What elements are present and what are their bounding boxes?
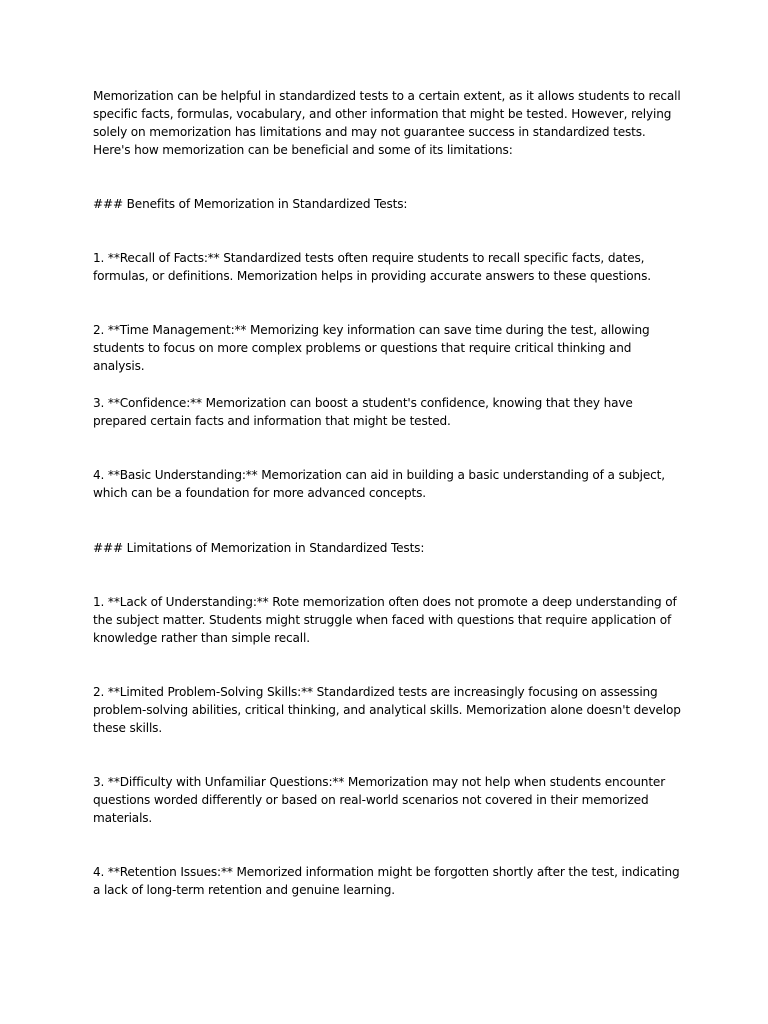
benefit-item-basic-understanding: 4. **Basic Understanding:** Memorization can aid in building a basic understanding of a subject, which can be a foundation for more advanced concepts. — [93, 468, 665, 500]
limitation-item-retention: 4. **Retention Issues:** Memorized information might be forgotten shortly after the test, indicating a lack of long-term retention and genuine learning. — [93, 865, 680, 897]
benefits-heading: ### Benefits of Memorization in Standardized Tests: — [93, 197, 408, 211]
benefit-item-time-management: 2. **Time Management:** Memorizing key information can save time during the test, allowing students to focus on more complex problems or questions that require critical thinking and analysis. — [93, 323, 650, 373]
limitations-heading: ### Limitations of Memorization in Standardized Tests: — [93, 541, 425, 555]
limitation-item-problem-solving: 2. **Limited Problem-Solving Skills:** Standardized tests are increasingly focusing on assessing problem-solving abilities, critical thinking, and analytical skills. Memorization alone doesn't develop these skills. — [93, 685, 681, 735]
intro-paragraph: Memorization can be helpful in standardized tests to a certain extent, as it allows students to recall specific facts, formulas, vocabulary, and other information that might be tested. However, relying solely on memorization has limitations and may not guarantee success in standardized tests. Here's how memorization can be beneficial and some of its limitations: — [93, 89, 681, 157]
limitation-item-unfamiliar-questions: 3. **Difficulty with Unfamiliar Questions:** Memorization may not help when students encounter questions worded differently or based on real-world scenarios not covered in their memorized materials. — [93, 775, 666, 825]
benefit-item-recall: 1. **Recall of Facts:** Standardized tests often require students to recall specific facts, dates, formulas, or definitions. Memorization helps in providing accurate answers to these questions. — [93, 251, 651, 283]
benefit-item-confidence: 3. **Confidence:** Memorization can boost a student's confidence, knowing that they have prepared certain facts and information that might be tested. — [93, 396, 633, 428]
limitation-item-lack-of-understanding: 1. **Lack of Understanding:** Rote memorization often does not promote a deep understanding of the subject matter. Students might struggle when faced with questions that require application of knowledge rather than simple recall. — [93, 595, 677, 645]
